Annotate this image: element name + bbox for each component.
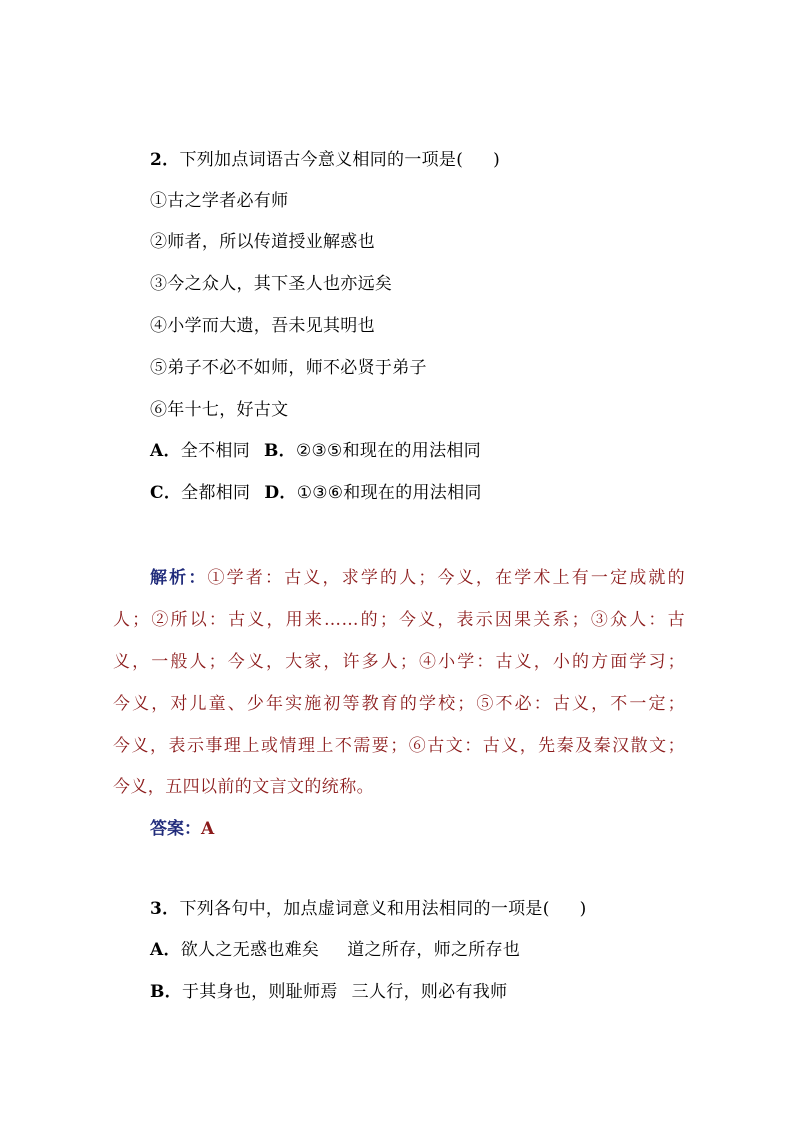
question-text: 下列加点词语古今意义相同的一项是( xyxy=(179,150,464,170)
analysis-text: ①学者：古义，求学的人；今义，在学术上有一定成就的 xyxy=(207,568,686,588)
q3-option-b xyxy=(150,980,507,1004)
q2-option-row-cd xyxy=(150,481,482,505)
analysis-row-6: 今义，五四以前的文言文的统称。 xyxy=(113,777,374,797)
question-text: 下列各句中，加点虚词意义和用法相同的一项是( xyxy=(179,899,550,919)
option-letter-b: B． xyxy=(150,982,182,1002)
option-sentence-1: 于其身也，则耻师焉 xyxy=(181,982,338,1002)
analysis-row-2: 人；②所以：古义，用来……的；今义，表示因果关系；③众人：古 xyxy=(113,610,685,630)
analysis-row-3: 义，一般人；今义，大家，许多人；④小学：古义，小的方面学习； xyxy=(113,652,685,672)
analysis-row-1 xyxy=(150,563,685,588)
q2-item-5: ⑤弟子不必不如师，师不必贤于弟子 xyxy=(150,358,427,378)
option-letter-b: B． xyxy=(264,441,296,461)
answer-label: 答案： xyxy=(150,819,201,839)
option-letter-c: C． xyxy=(150,483,182,503)
option-text-b: ②③⑤和现在的用法相同 xyxy=(295,441,481,461)
option-text-a: 全不相同 xyxy=(180,441,250,461)
q3-option-a xyxy=(150,938,520,962)
q2-item-4: ④小学而大遗，吾未见其明也 xyxy=(150,316,375,336)
question-3-stem xyxy=(150,897,586,921)
q2-item-1: ①古之学者必有师 xyxy=(150,191,289,211)
q2-item-6: ⑥年十七，好古文 xyxy=(150,400,289,420)
question-2-stem xyxy=(150,148,500,172)
option-letter-a: A． xyxy=(150,441,181,461)
option-sentence-1: 欲人之无惑也难矣 xyxy=(180,940,320,960)
option-text-c: 全都相同 xyxy=(181,483,251,503)
analysis-row-5: 今义，表示事理上或情理上不需要；⑥古文：古义，先秦及秦汉散文； xyxy=(113,736,685,756)
question-number: 3． xyxy=(150,899,180,919)
option-letter-a: A． xyxy=(150,940,181,960)
answer-paren-close: ) xyxy=(493,150,500,170)
analysis-label: 解析： xyxy=(150,568,208,588)
option-text-d: ①③⑥和现在的用法相同 xyxy=(296,483,482,503)
answer-line xyxy=(150,814,214,839)
option-sentence-2: 道之所存，师之所存也 xyxy=(347,940,521,960)
q2-item-2: ②师者，所以传道授业解惑也 xyxy=(150,232,375,252)
answer-value: A xyxy=(201,819,215,839)
option-sentence-2: 三人行，则必有我师 xyxy=(351,982,508,1002)
q2-option-row-ab xyxy=(150,439,481,463)
analysis-row-4: 今义，对儿童、少年实施初等教育的学校；⑤不必：古义，不一定； xyxy=(113,694,685,714)
answer-paren-close: ) xyxy=(579,899,587,919)
option-letter-d: D． xyxy=(264,483,297,503)
question-number: 2． xyxy=(150,150,180,170)
q2-item-3: ③今之众人，其下圣人也亦远矣 xyxy=(150,274,393,294)
